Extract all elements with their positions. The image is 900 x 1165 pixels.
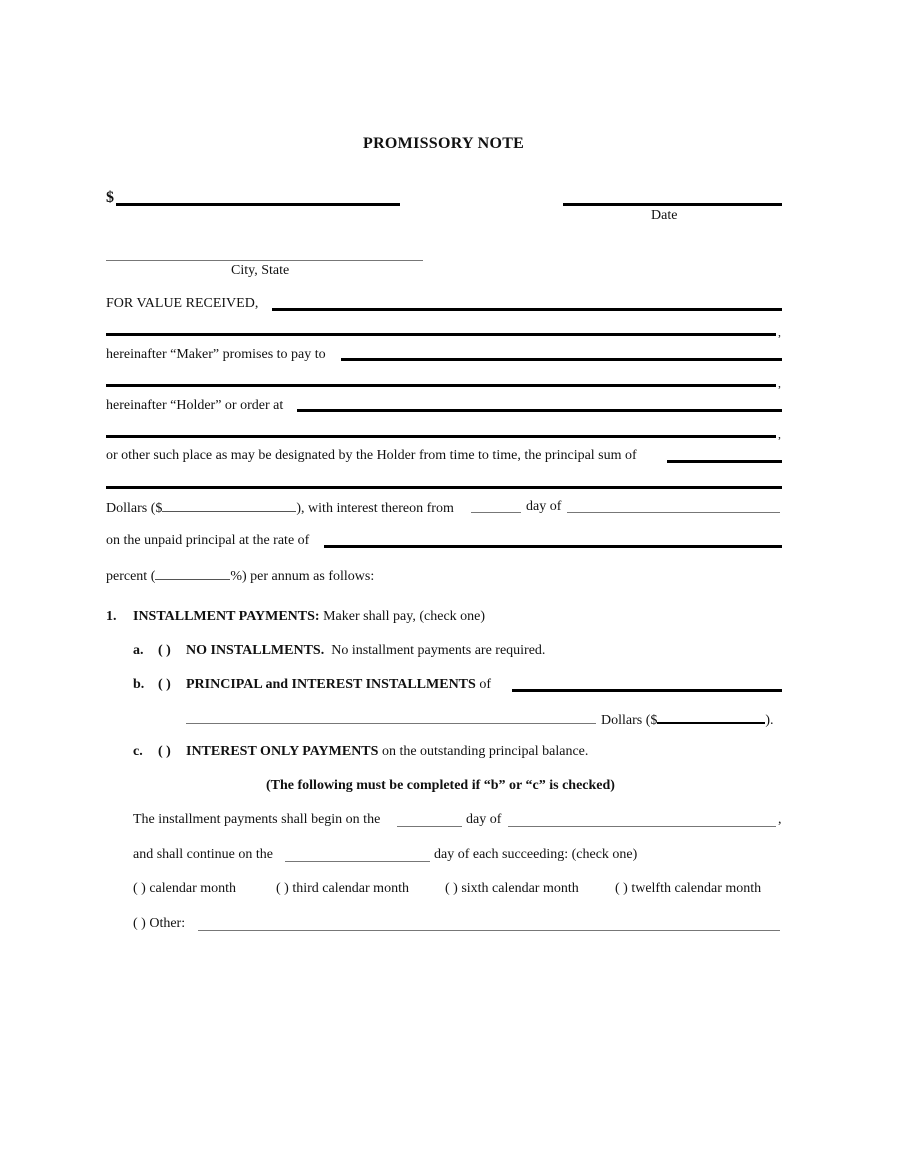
city-state-label: City, State (231, 263, 290, 278)
checkbox[interactable]: ( ) (133, 881, 146, 896)
option-c-text: on the outstanding principal balance. (381, 744, 589, 759)
comma: , (778, 325, 781, 339)
option-b-heading: PRINCIPAL and INTEREST INSTALLMENTS (186, 677, 476, 692)
checkbox[interactable]: ( ) (276, 881, 289, 896)
continue-suffix: day of each succeeding: (check one) (434, 847, 638, 862)
rate-words-field[interactable] (324, 545, 782, 548)
other-field[interactable] (198, 930, 780, 931)
option-a-line (186, 644, 545, 658)
principal-words-field[interactable] (667, 460, 782, 463)
amount-field[interactable] (116, 203, 400, 206)
unpaid-rate-text: on the unpaid principal at the rate of (106, 533, 310, 548)
section-text: Maker shall pay, (check one) (323, 609, 486, 624)
option-label: twelfth calendar month (631, 881, 762, 896)
option-b-checkbox[interactable]: ( ) (158, 677, 171, 692)
amount-dollar-sign: $ (106, 189, 114, 206)
option-a-text: No installment payments are required. (331, 643, 546, 658)
percent-suffix: %) per annum as follows: (230, 569, 375, 584)
begin-text: The installment payments shall begin on the (133, 812, 381, 827)
day-of-label: day of (526, 499, 562, 514)
principal-words-field-2[interactable] (106, 486, 782, 489)
principal-amount-field[interactable] (162, 500, 296, 512)
option-label: calendar month (149, 881, 237, 896)
option-calendar-month[interactable] (133, 882, 236, 896)
page-title: PROMISSORY NOTE (363, 135, 525, 152)
comma: , (778, 427, 781, 441)
begin-month-field[interactable] (508, 826, 776, 827)
percent-prefix: percent ( (106, 569, 156, 584)
dollars-suffix: ), with interest thereon from (296, 501, 454, 516)
for-value-text: FOR VALUE RECEIVED, (106, 296, 259, 311)
option-c-checkbox[interactable]: ( ) (158, 744, 171, 759)
date-label: Date (651, 208, 678, 223)
option-b-line (186, 678, 491, 692)
option-c-heading: INTEREST ONLY PAYMENTS (186, 744, 379, 759)
option-other (133, 917, 185, 931)
option-b-close: ). (765, 713, 774, 728)
maker-name-field-2[interactable] (106, 333, 776, 336)
checkbox[interactable]: ( ) (445, 881, 458, 896)
date-field[interactable] (563, 203, 782, 206)
dollars-line (106, 500, 454, 516)
payment-address-field[interactable] (297, 409, 782, 412)
option-a-checkbox[interactable]: ( ) (158, 643, 171, 658)
option-c-line (186, 745, 588, 759)
holder-name-field[interactable] (341, 358, 782, 361)
section-number: 1. (106, 609, 117, 624)
comma: , (778, 812, 782, 827)
holder-order-text: hereinafter “Holder” or order at (106, 398, 284, 413)
other-checkbox[interactable]: ( ) (133, 916, 146, 931)
section-heading: INSTALLMENT PAYMENTS: (133, 609, 320, 624)
payment-address-field-2[interactable] (106, 435, 776, 438)
option-label: third calendar month (292, 881, 409, 896)
continue-day-field[interactable] (285, 861, 430, 862)
option-b-dollars: Dollars ($ (601, 713, 658, 728)
comma: , (778, 376, 781, 390)
option-b-dollars-line (601, 711, 774, 728)
option-sixth-calendar-month[interactable] (445, 882, 579, 896)
other-label: Other: (149, 916, 186, 931)
option-b-letter: b. (133, 677, 145, 692)
installment-words-field-2[interactable] (186, 723, 596, 724)
city-state-field[interactable] (106, 260, 423, 261)
percent-field[interactable] (155, 568, 230, 580)
begin-day-field[interactable] (397, 826, 462, 827)
interest-start-day-field[interactable] (471, 512, 521, 513)
completion-note: (The following must be completed if “b” or “c” is checked) (266, 778, 615, 793)
other-place-text: or other such place as may be designated by the Holder from time to time, the principal sum of (106, 448, 637, 463)
option-a-letter: a. (133, 643, 144, 658)
maker-name-field[interactable] (272, 308, 782, 311)
interest-start-month-field[interactable] (567, 512, 780, 513)
option-b-of: of (479, 677, 491, 692)
dollars-prefix: Dollars ($ (106, 501, 163, 516)
installment-amount-field[interactable] (657, 711, 765, 724)
option-label: sixth calendar month (461, 881, 579, 896)
option-twelfth-calendar-month[interactable] (615, 882, 761, 896)
maker-promise-text: hereinafter “Maker” promises to pay to (106, 347, 326, 362)
holder-name-field-2[interactable] (106, 384, 776, 387)
checkbox[interactable]: ( ) (615, 881, 628, 896)
begin-day-of: day of (466, 812, 502, 827)
installment-words-field[interactable] (512, 689, 782, 692)
option-c-letter: c. (133, 744, 143, 759)
option-third-calendar-month[interactable] (276, 882, 409, 896)
option-a-heading: NO INSTALLMENTS. (186, 643, 325, 658)
percent-line (106, 568, 374, 584)
continue-text: and shall continue on the (133, 847, 273, 862)
section-1-line (133, 610, 485, 624)
